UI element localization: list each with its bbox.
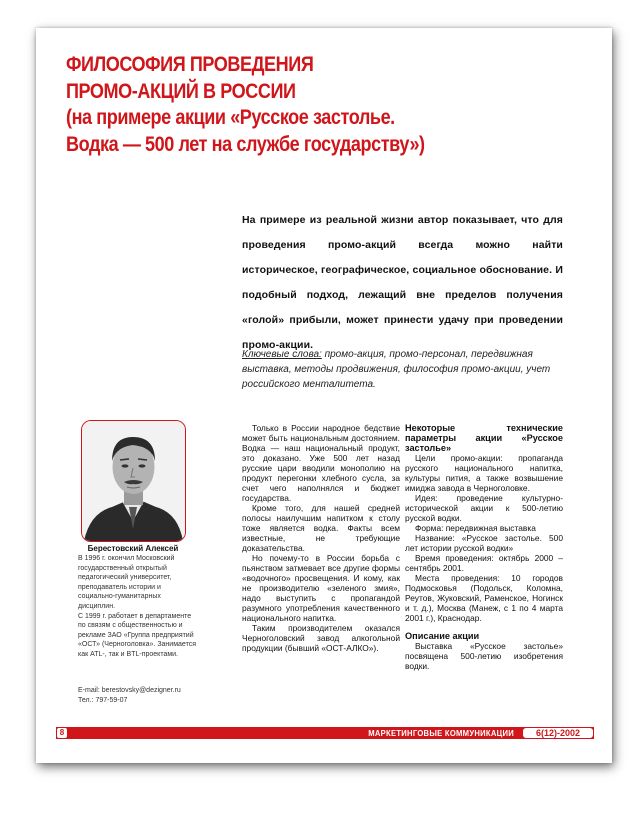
section-heading: Некоторые технические параметры акции «Русское застолье» [405, 423, 563, 453]
body-paragraph: Форма: передвижная выставка [415, 523, 536, 533]
body-paragraph: Только в России народное бедствие может быть национальным достоянием. Водка — наш национальный продукт, это доказано. Уже 500 лет назад русские цари вводили монополию на продукт перегонки хлебного сусла, за счет чего наполнялся и бюджет государства. [242, 423, 400, 503]
title-line-4: Водка — 500 лет на службе государству») [66, 132, 425, 156]
author-photo [81, 420, 186, 542]
magazine-page [36, 28, 612, 763]
title-line-2: ПРОМО-АКЦИЙ В РОССИИ [66, 79, 296, 103]
page-number: 8 [56, 727, 68, 739]
body-paragraph: Но почему-то в России борьба с пьянством затмевает все другие формы «водочного» просвещения. И кому, как не производителю «зеленого змия», надо выступить с пропагандой разумного употребления качественного национального напитка. [242, 553, 400, 623]
lead-paragraph: На примере из реальной жизни автор показывает, что для проведения промо-акций всегда можно найти историческое, географическое, социальное обоснование. И подобный подход, лежащий вне пределов получения «голой» прибыли, может принести удачу при проведении промо-акции. [242, 214, 563, 351]
body-paragraph: Цели промо-акции: пропаганда русского национального напитка, культуры пития, а также возвышение имиджа завода в Черноголовке. [405, 453, 563, 493]
title-line-1: ФИЛОСОФИЯ ПРОВЕДЕНИЯ [66, 53, 314, 76]
author-bio-paragraph: С 1999 г. работает в департаменте по связям с общественностью и рекламе ЗАО «Группа предприятий «ОСТ» (Черноголовка». Занимается как ATL-, так и BTL-проектами. [78, 612, 196, 658]
author-portrait-icon [82, 421, 185, 541]
author-phone: Тел.: 797-59-07 [78, 696, 128, 704]
body-paragraph: Название: «Русское застолье. 500 лет истории русской водки» [405, 533, 563, 553]
author-name: Берестовский Алексей [87, 544, 179, 553]
section-heading: Описание акции [405, 631, 480, 641]
author-contacts [78, 686, 198, 705]
keywords-text: промо-акция, промо-персонал, передвижная выставка, методы продвижения, философия промо-акции, учет российского менталитета. [242, 349, 551, 390]
body-paragraph: Таким производителем оказался Черноголовский завод алкогольной продукции (бывший «ОСТ-АЛКО»). [242, 623, 400, 653]
author-bio [78, 554, 196, 660]
body-paragraph: Кроме того, для нашей средней полосы наилучшим напитком к столу тоже является водка. Факты всем известные, не требующие доказательства. [242, 503, 400, 553]
body-column-2 [405, 423, 563, 671]
issue-number: 6(12)-2002 [522, 727, 594, 739]
magazine-name: МАРКЕТИНГОВЫЕ КОММУНИКАЦИИ [368, 728, 514, 738]
title-line-3: (на примере акции «Русское застолье. [66, 106, 395, 129]
body-paragraph: Выставка «Русское застолье» посвящена 500-летию изобретения водки. [405, 641, 563, 671]
body-column-1 [242, 423, 400, 653]
keywords [242, 347, 562, 392]
body-paragraph: Места проведения: 10 городов Подмосковья (Подольск, Коломна, Реутов, Жуковский, Раменское, Ногинск и т. д.), Москва (Манеж, с 1 по 4 марта 2001 г.), Краснодар. [405, 573, 563, 623]
body-paragraph: Время проведения: октябрь 2000 – сентябрь 2001. [405, 553, 563, 573]
body-paragraph: Идея: проведение культурно-исторической акции к 500-летию русской водки. [405, 493, 563, 523]
author-email: E-mail: berestovsky@dezigner.ru [78, 687, 181, 694]
page-footer [56, 727, 594, 739]
author-bio-paragraph: В 1996 г. окончил Московский государственный открытый педагогический университет, преподаватель истории и социально-гуманитарных дисциплин. [78, 555, 175, 610]
keywords-label: Ключевые слова: [242, 349, 322, 360]
article-title [66, 52, 582, 158]
